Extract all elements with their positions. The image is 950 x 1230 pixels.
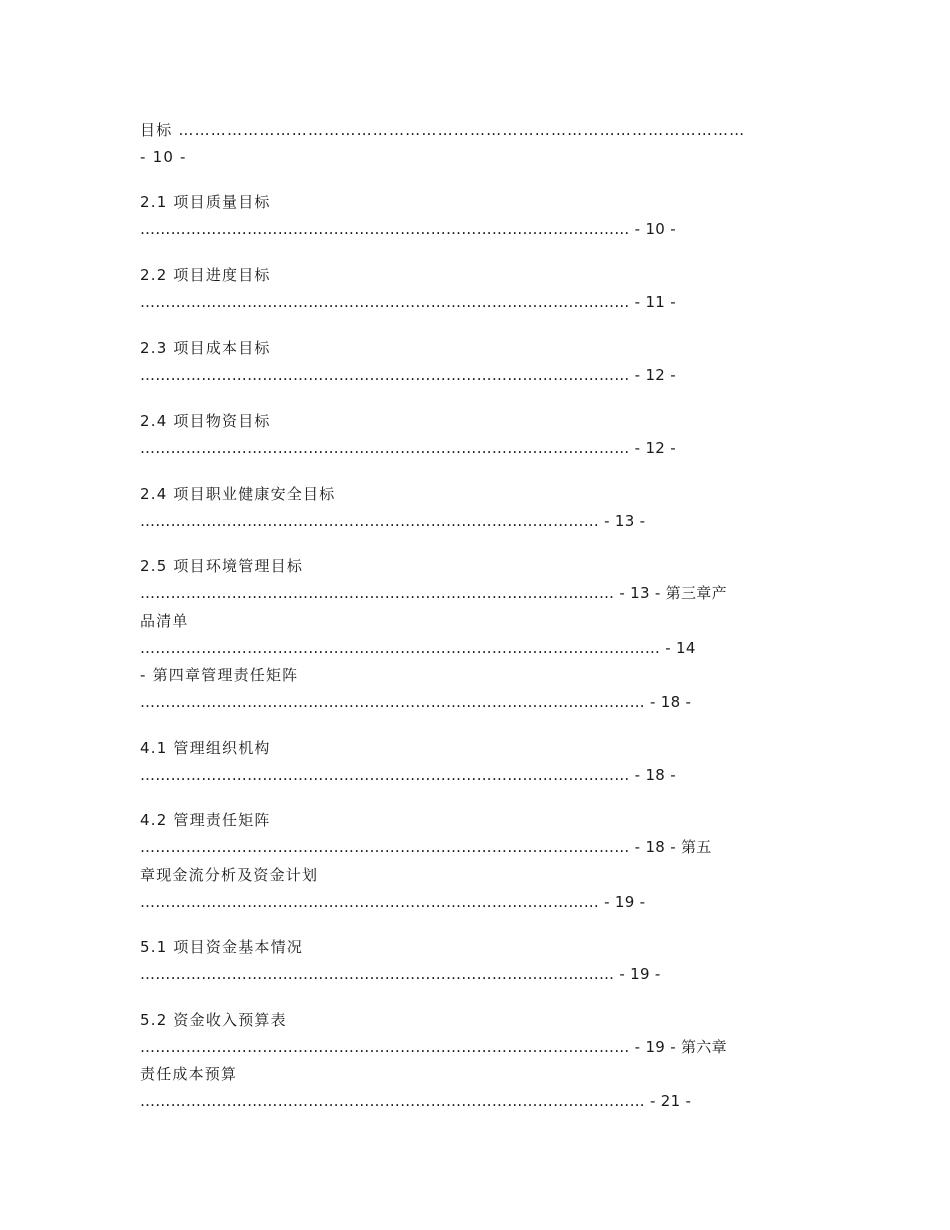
- toc-entry-2-4b-title: 2.4 项目职业健康安全目标: [140, 485, 336, 503]
- toc-chapter-5-leader: ……………………………………………………………………………… - 19 -: [140, 893, 646, 911]
- toc-entry-5-2-leader: …………………………………………………………………………………… - 19 - 第六章: [140, 1038, 727, 1056]
- toc-chapter-3-leader: ………………………………………………………………………………………… - 14: [140, 639, 696, 657]
- toc-entry-5-1-title: 5.1 项目资金基本情况: [140, 938, 304, 956]
- toc-entry-2-1-title: 2.1 项目质量目标: [140, 193, 271, 211]
- toc-entry-2-2-leader: …………………………………………………………………………………… - 11 -: [140, 293, 676, 311]
- toc-chapter-5-title: 章现金流分析及资金计划: [140, 866, 319, 884]
- toc-page-number: - 10 -: [140, 148, 187, 166]
- toc-chapter-4-title: - 第四章管理责任矩阵: [140, 666, 299, 684]
- toc-entry-2-4-title: 2.4 项目物资目标: [140, 412, 271, 430]
- toc-entry-2-4-leader: …………………………………………………………………………………… - 12 -: [140, 439, 676, 457]
- toc-entry-2-5-leader: ………………………………………………………………………………… - 13 - 第三章产: [140, 584, 727, 602]
- toc-chapter-6-leader: ……………………………………………………………………………………… - 21 -: [140, 1092, 692, 1110]
- toc-chapter-4-leader: ……………………………………………………………………………………… - 18 -: [140, 693, 692, 711]
- toc-entry-4-2-leader: …………………………………………………………………………………… - 18 - 第五: [140, 838, 712, 856]
- toc-entry-2-2-title: 2.2 项目进度目标: [140, 266, 271, 284]
- toc-entry-2-3-leader: …………………………………………………………………………………… - 12 -: [140, 366, 676, 384]
- toc-line-target-heading: 目标 ……………………………………………………………………………………………: [140, 121, 746, 139]
- toc-chapter-6-title: 责任成本预算: [140, 1065, 238, 1083]
- toc-entry-4-1-title: 4.1 管理组织机构: [140, 739, 271, 757]
- toc-entry-2-1-leader: …………………………………………………………………………………… - 10 -: [140, 220, 676, 238]
- toc-chapter-3-title: 品清单: [140, 612, 189, 630]
- toc-entry-5-2-title: 5.2 资金收入预算表: [140, 1011, 287, 1029]
- toc-entry-2-3-title: 2.3 项目成本目标: [140, 339, 271, 357]
- toc-entry-5-1-leader: ………………………………………………………………………………… - 19 -: [140, 965, 661, 983]
- toc-entry-2-5-title: 2.5 项目环境管理目标: [140, 557, 304, 575]
- toc-entry-4-2-title: 4.2 管理责任矩阵: [140, 811, 271, 829]
- toc-entry-4-1-leader: …………………………………………………………………………………… - 18 -: [140, 766, 676, 784]
- toc-entry-2-4b-leader: ……………………………………………………………………………… - 13 -: [140, 512, 646, 530]
